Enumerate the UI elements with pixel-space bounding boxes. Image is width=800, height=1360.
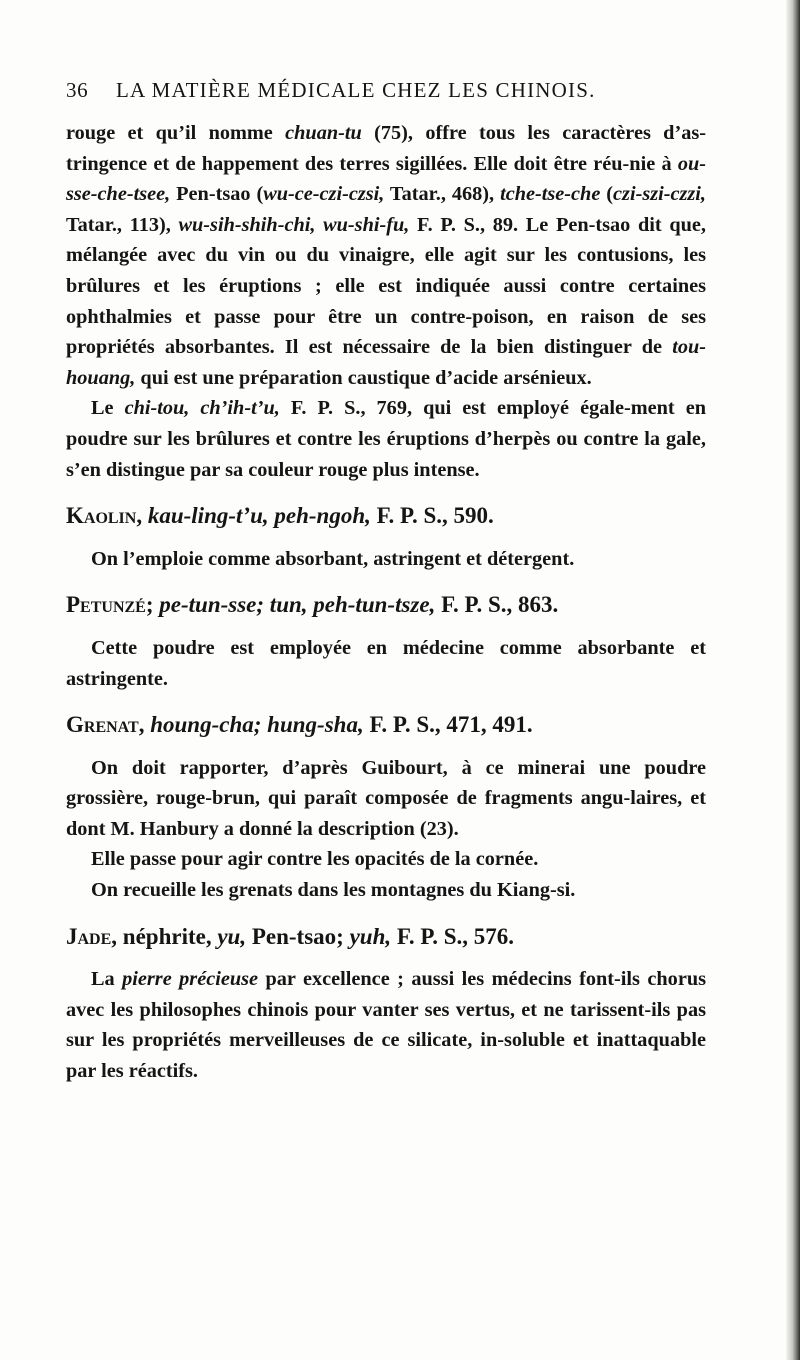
entry-text-kaolin: On l’emploie comme absorbant, astringent et détergent.	[91, 547, 575, 570]
paragraph-chuan-tu: rouge et qu’il nomme chuan-tu (75), offre tous les caractères d’as-tringence et de happement des terres sigillées. Elle doit être réu-nie à ou-sse-che-tsee, Pen-tsao (wu-ce-czi-czsi, Tatar., 468), tche-tse-che (czi-szi-czzi, Tatar., 113), wu-sih-shih-chi, wu-shi-fu, F. P. S., 89. Le Pen-tsao dit que, mélangée avec du vin ou du vinaigre, elle agit sur les contusions, les brûlures et les éruptions ; elle est indiquée aussi contre certaines ophthalmies et passe pour être un contre-poison, en raison de ses propriétés absorbantes. Il est nécessaire de la bien distinguer de tou-houang, qui est une préparation caustique d’acide arsénieux.	[66, 122, 707, 389]
paragraph-chi-tou: Le chi-tou, ch’ih-t’u, F. P. S., 769, qui est employé égale-ment en poudre sur les brûlures et contre les éruptions d’herpès ou contre la gale, s’en distingue par sa couleur rouge plus intense.	[66, 397, 706, 481]
entry-text-jade: La pierre précieuse par excellence ; aussi les médecins font-ils chorus avec les philosophes chinois pour vanter ses vertus, et ne tarissent-ils pas sur les propriétés merveilleuses de ce silicate, in-soluble et inattaquable par les réactifs.	[66, 968, 706, 1083]
entry-name: Petunzé	[66, 592, 146, 618]
entry-heading-grenat: Grenat, houng-cha; hung-sha, F. P. S., 471, 491.	[66, 712, 533, 738]
entry-text-grenat-3: On recueille les grenats dans les montagnes du Kiang-si.	[91, 879, 576, 902]
running-title: LA MATIÈRE MÉDICALE CHEZ LES CHINOIS.	[116, 78, 596, 102]
entry-name: Grenat	[66, 712, 139, 738]
entry-heading-kaolin: Kaolin, kau-ling-t’u, peh-ngoh, F. P. S., 590.	[66, 503, 494, 529]
page-edge-shadow	[786, 0, 800, 1360]
running-header	[66, 78, 690, 103]
entry-heading-jade: Jade, néphrite, yu, Pen-tsao; yuh, F. P. S., 576.	[66, 923, 515, 949]
page-body	[66, 118, 706, 1087]
entry-text-grenat-2: Elle passe pour agir contre les opacités de la cornée.	[91, 848, 539, 871]
page-number: 36	[66, 78, 89, 102]
entry-name: Kaolin	[66, 503, 137, 529]
entry-text-grenat: On doit rapporter, d’après Guibourt, à ce minerai une poudre grossière, rouge-brun, qui paraît composée de fragments angu-laires, et dont M. Hanbury a donné la description (23).	[66, 756, 706, 840]
entry-heading-petunze: Petunzé; pe-tun-sse; tun, peh-tun-tsze, F. P. S., 863.	[66, 592, 559, 618]
entry-text-petunze: Cette poudre est employée en médecine comme absorbante et astringente.	[66, 636, 706, 690]
entry-name: Jade	[66, 923, 112, 949]
